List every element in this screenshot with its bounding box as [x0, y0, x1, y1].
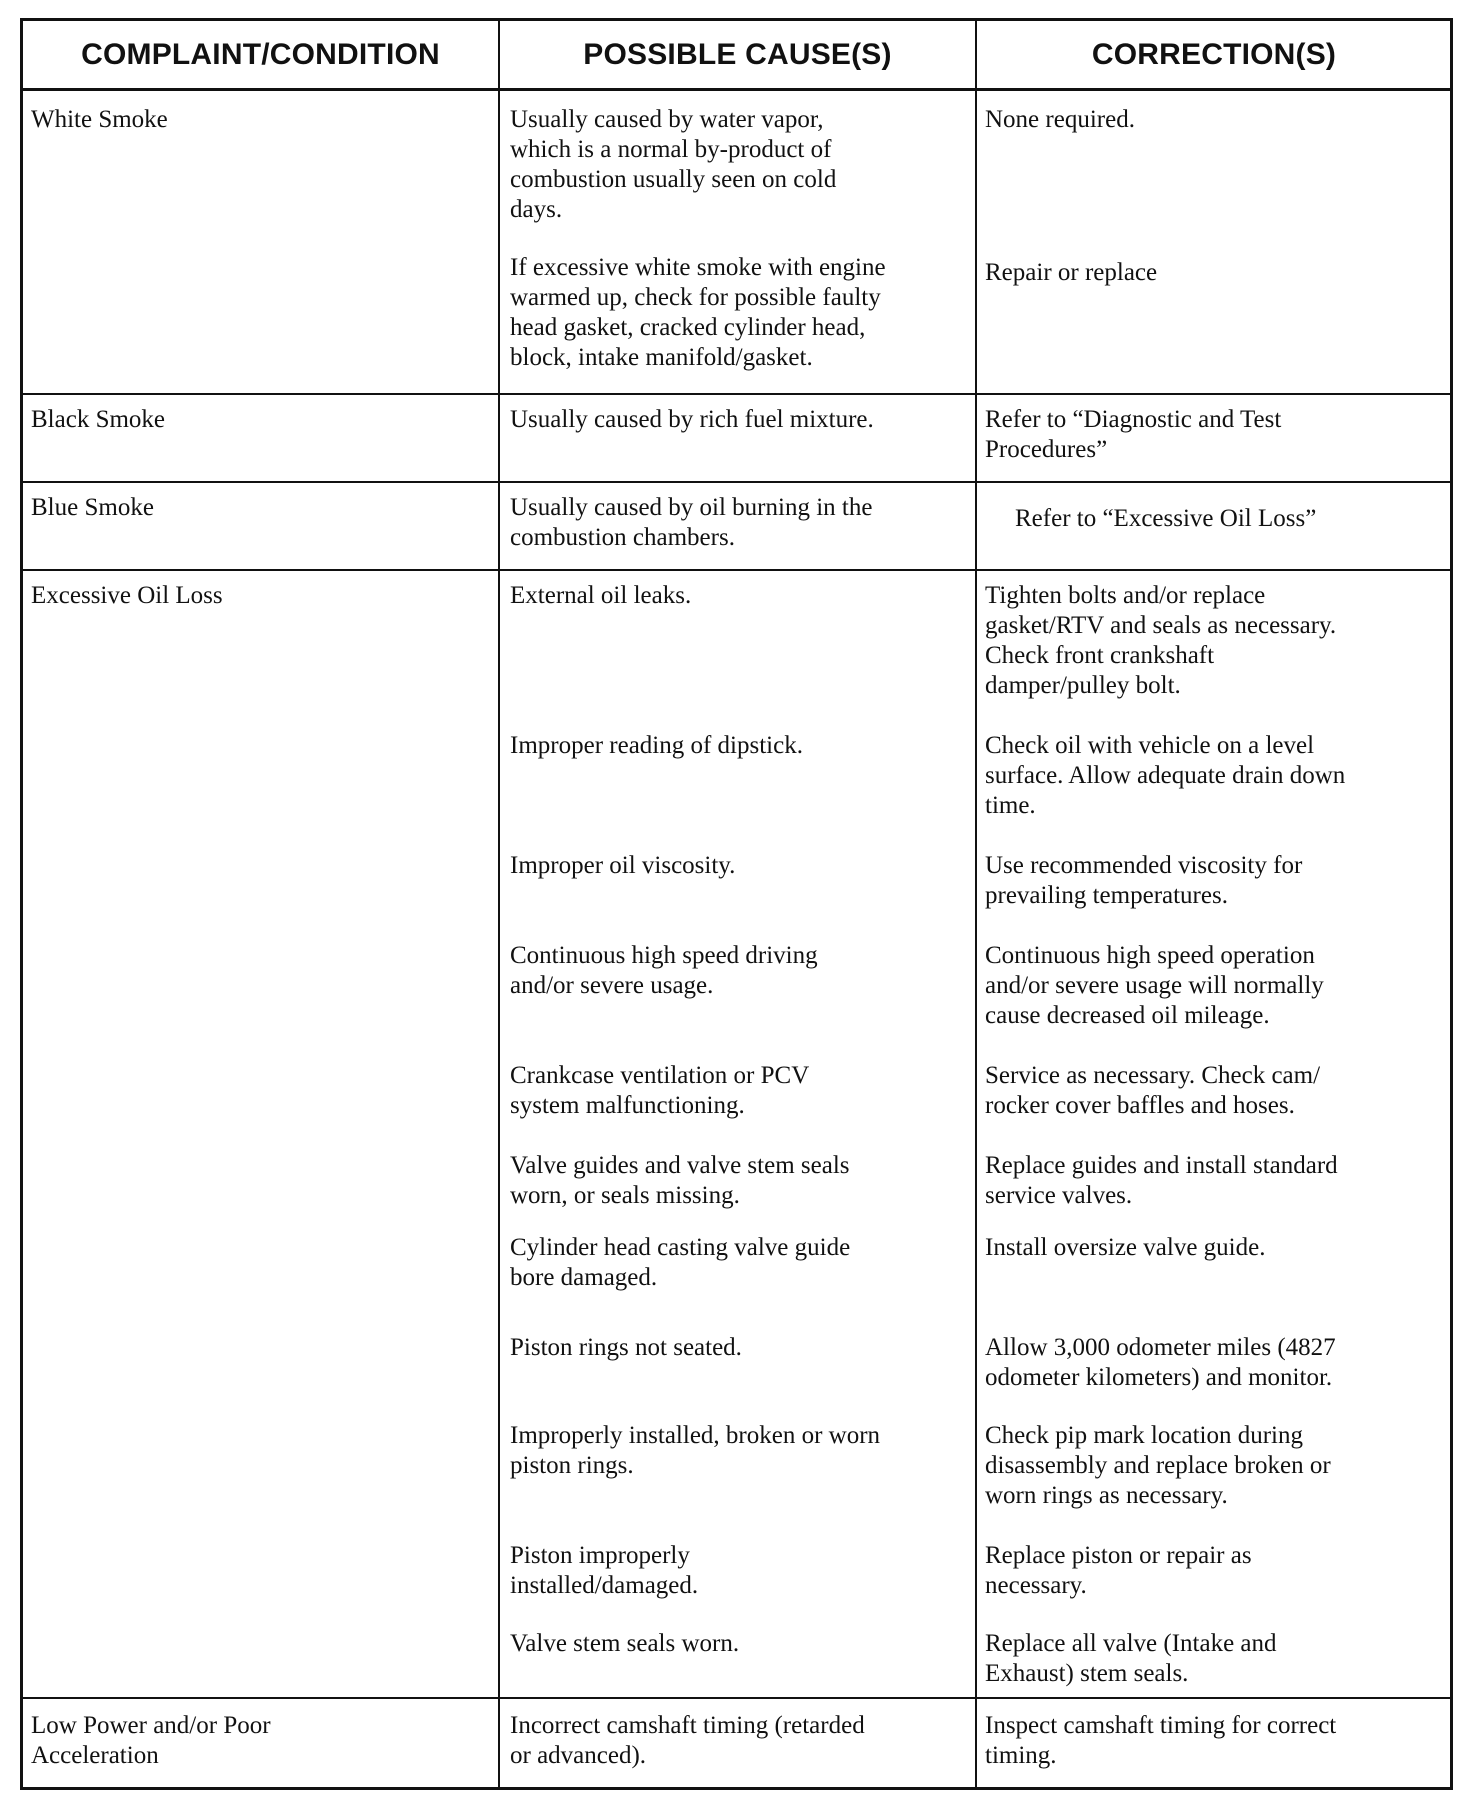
cause-cell: Cylinder head casting valve guide bore damaged.	[510, 1234, 851, 1291]
row-divider	[23, 569, 1450, 571]
cause-cell: Crankcase ventilation or PCV system malfunctioning.	[510, 1062, 810, 1119]
correction-cell: None required.	[985, 106, 1135, 133]
cause-cell: Improper reading of dipstick.	[510, 732, 803, 759]
cause-cell: Valve guides and valve stem seals worn, or seals missing.	[510, 1152, 850, 1209]
correction-cell: Tighten bolts and/or replace gasket/RTV and seals as necessary. Check front crankshaft damper/pulley bolt.	[985, 582, 1337, 699]
cause-cell: Piston improperly installed/damaged.	[510, 1542, 699, 1599]
cause-cell: Usually caused by rich fuel mixture.	[510, 406, 874, 433]
complaint-cell: Low Power and/or Poor Acceleration	[31, 1712, 271, 1769]
header-correction: CORRECTION(S)	[1091, 37, 1337, 71]
cause-cell: Improperly installed, broken or worn piston rings.	[510, 1422, 881, 1479]
cause-cell: Piston rings not seated.	[510, 1334, 742, 1361]
table-header	[23, 21, 1450, 91]
correction-cell: Check oil with vehicle on a level surface. Allow adequate drain down time.	[985, 732, 1346, 819]
correction-cell: Continuous high speed operation and/or severe usage will normally cause decreased oil mileage.	[985, 942, 1324, 1029]
cause-cell: Incorrect camshaft timing (retarded or advanced).	[510, 1712, 865, 1769]
correction-cell: Replace all valve (Intake and Exhaust) stem seals.	[985, 1630, 1277, 1687]
complaint-cell: Black Smoke	[31, 406, 166, 433]
complaint-cell: Blue Smoke	[31, 494, 154, 521]
correction-cell: Repair or replace	[985, 259, 1158, 286]
correction-cell: Replace piston or repair as necessary.	[985, 1542, 1252, 1599]
correction-cell: Service as necessary. Check cam/ rocker cover baffles and hoses.	[985, 1062, 1321, 1119]
row-divider	[23, 481, 1450, 483]
row-divider	[23, 393, 1450, 395]
complaint-cell: White Smoke	[31, 106, 168, 133]
cause-cell: Usually caused by oil burning in the combustion chambers.	[510, 494, 873, 551]
troubleshooting-table	[20, 18, 1453, 1790]
correction-cell: Check pip mark location during disassembly and replace broken or worn rings as necessary.	[985, 1422, 1331, 1509]
correction-cell: Refer to “Excessive Oil Loss”	[1015, 505, 1317, 532]
correction-cell: Replace guides and install standard service valves.	[985, 1152, 1338, 1209]
cause-cell: External oil leaks.	[510, 582, 692, 609]
column-divider	[975, 21, 977, 1787]
header-cause: POSSIBLE CAUSE(S)	[583, 37, 892, 71]
correction-cell: Install oversize valve guide.	[985, 1234, 1266, 1261]
cause-cell: Continuous high speed driving and/or severe usage.	[510, 942, 818, 999]
cause-cell: Improper oil viscosity.	[510, 852, 736, 879]
correction-cell: Allow 3,000 odometer miles (4827 odometer kilometers) and monitor.	[985, 1334, 1336, 1391]
correction-cell: Inspect camshaft timing for correct timing.	[985, 1712, 1337, 1769]
header-complaint: COMPLAINT/CONDITION	[81, 37, 440, 71]
correction-cell: Use recommended viscosity for prevailing temperatures.	[985, 852, 1303, 909]
cause-cell: If excessive white smoke with engine warmed up, check for possible faulty head gasket, cracked cylinder head, block, intake manifold/gasket.	[510, 254, 886, 371]
cause-cell: Usually caused by water vapor, which is a normal by-product of combustion usually seen on cold days.	[510, 106, 837, 223]
correction-cell: Refer to “Diagnostic and Test Procedures”	[985, 406, 1282, 463]
cause-cell: Valve stem seals worn.	[510, 1630, 740, 1657]
column-divider	[498, 21, 500, 1787]
complaint-cell: Excessive Oil Loss	[31, 582, 223, 609]
row-divider	[23, 1697, 1450, 1699]
